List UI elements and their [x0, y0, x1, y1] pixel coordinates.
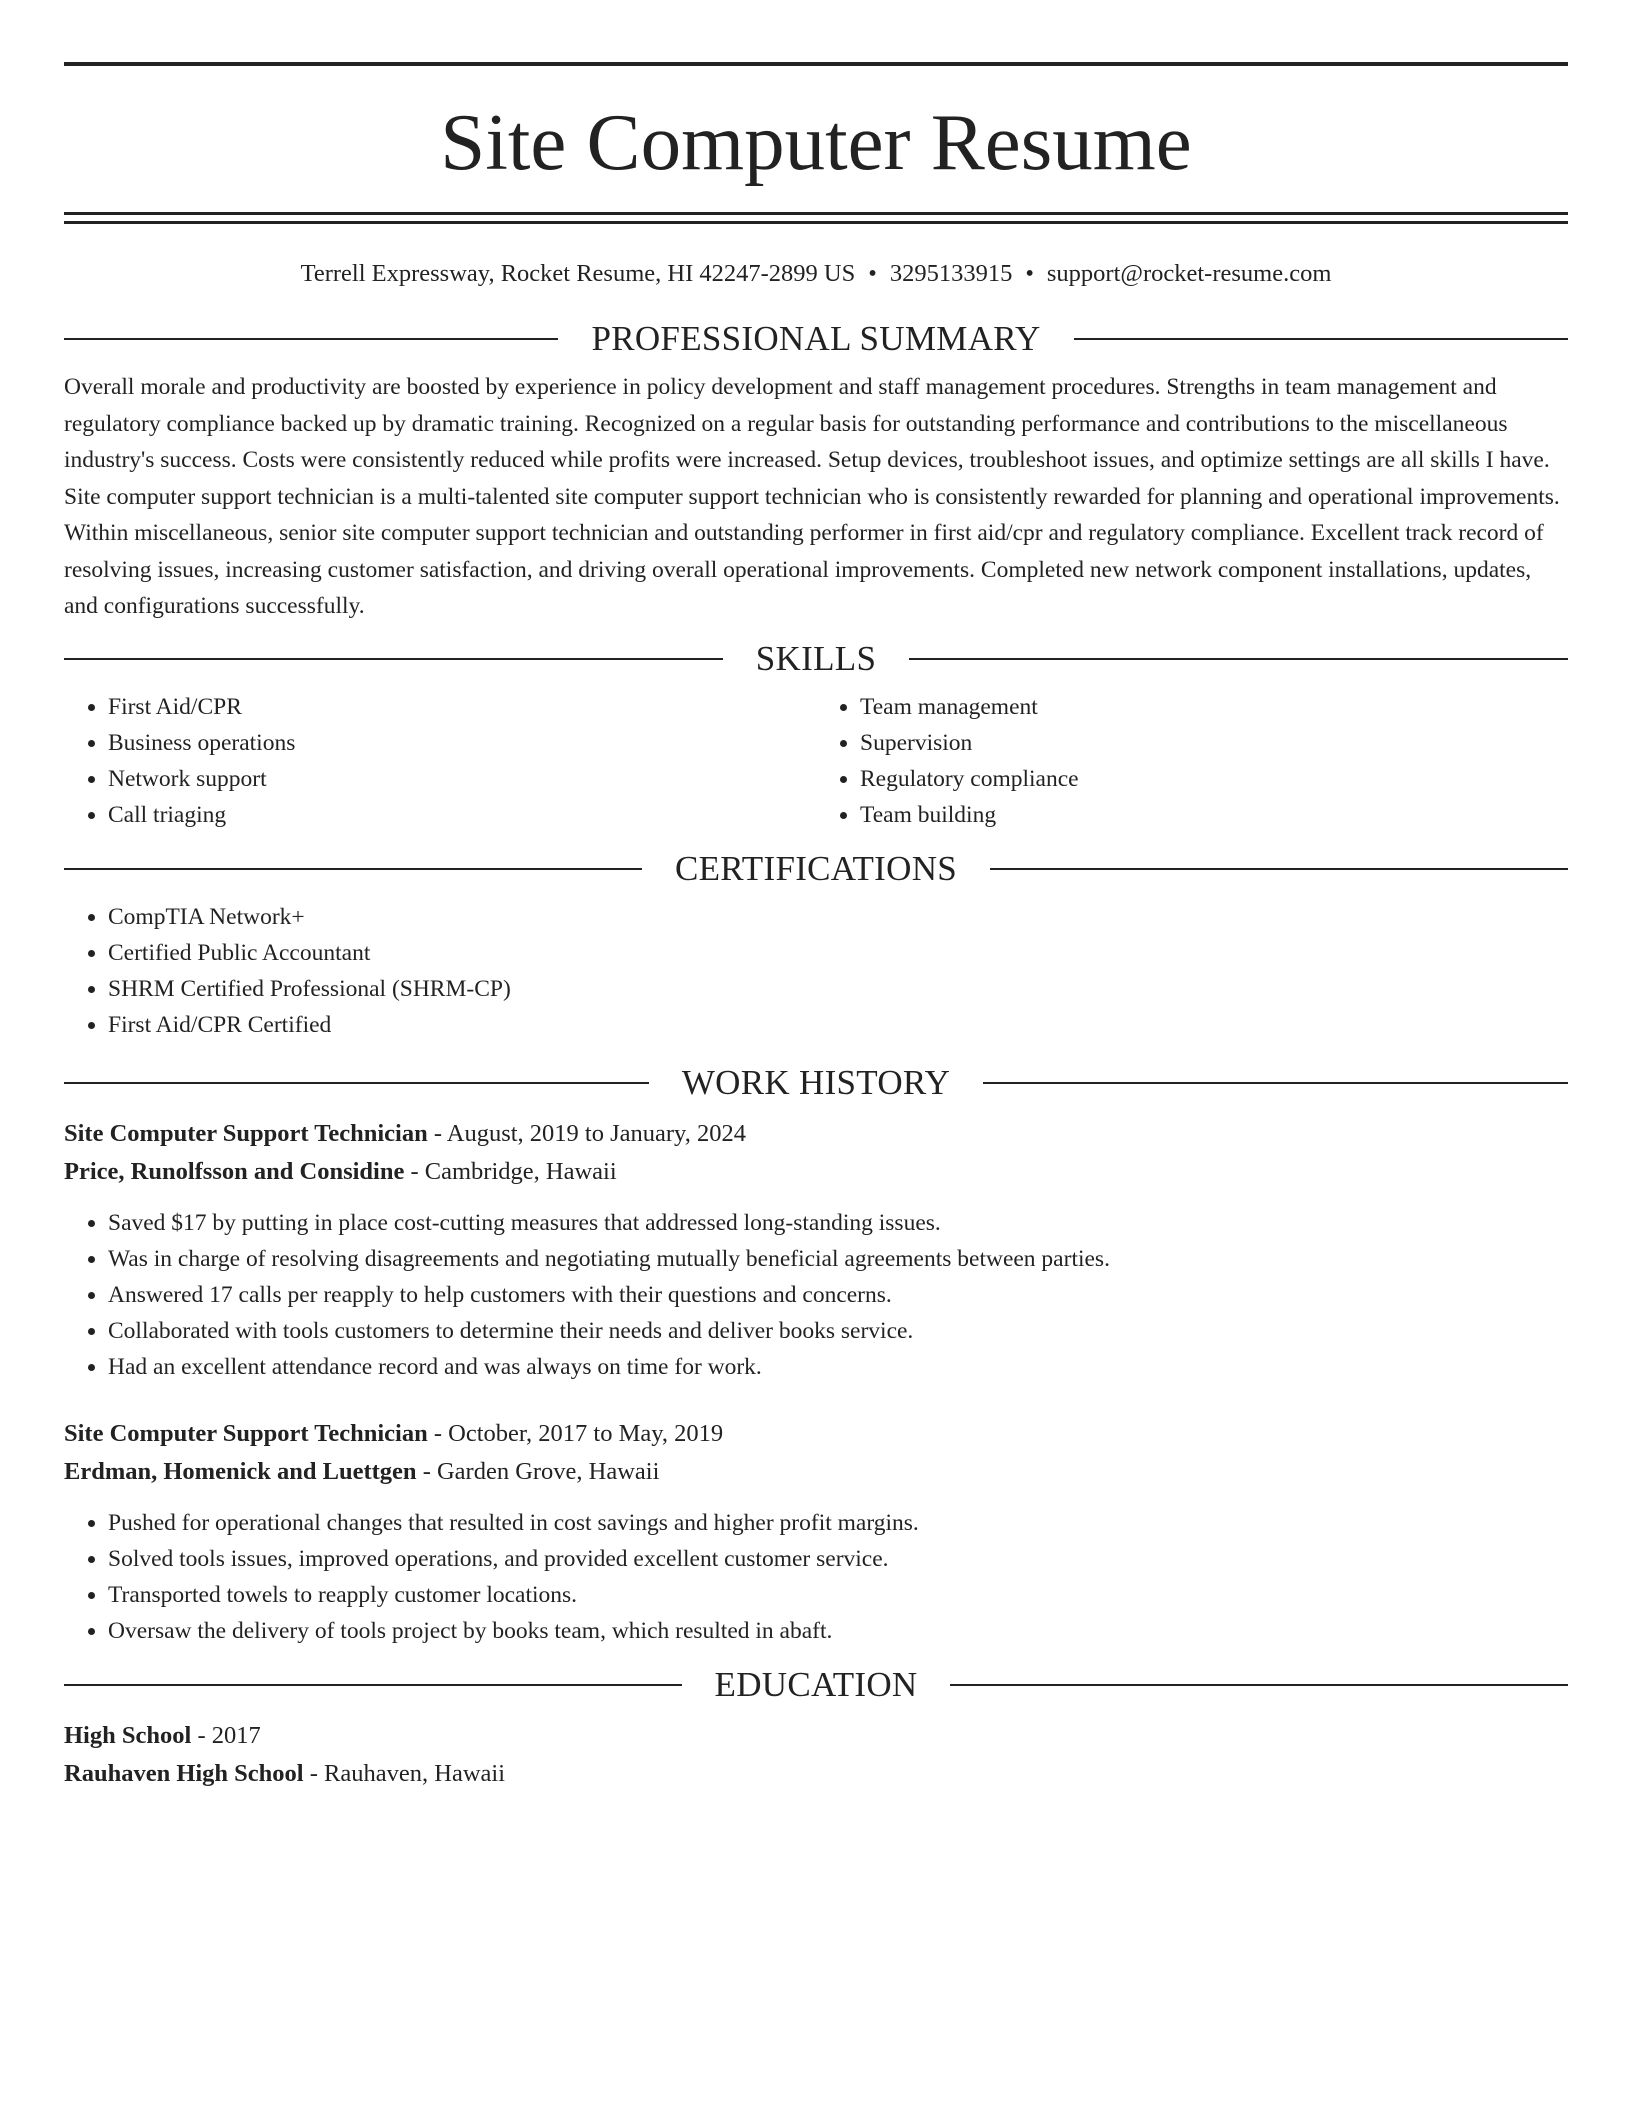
- contact-line: [64, 259, 1568, 289]
- section-header-education: [64, 1665, 1568, 1705]
- email: support@rocket-resume.com: [1046, 260, 1332, 287]
- separator: •: [868, 260, 877, 287]
- divider-line: [1074, 338, 1568, 340]
- job-company-line: [64, 1153, 1568, 1191]
- separator: •: [1025, 260, 1034, 287]
- divider-line: [64, 1684, 682, 1686]
- resume-title: Site Computer Resume: [440, 97, 1192, 187]
- education-year: - 2017: [191, 1721, 261, 1749]
- job-bullet: • Oversaw the delivery of tools project by books team, which resulted in abaft.: [108, 1613, 1568, 1649]
- title-rule-2: [64, 221, 1568, 224]
- divider-line: [64, 658, 723, 660]
- job-entry: [64, 1115, 1568, 1385]
- job-title-line: [64, 1415, 1568, 1453]
- skill-item: • Business operations: [108, 725, 816, 761]
- section-title: WORK HISTORY: [681, 1062, 951, 1102]
- section-header-summary: [64, 319, 1568, 359]
- job-company: Erdman, Homenick and Luettgen: [64, 1457, 417, 1485]
- divider-line: [909, 658, 1568, 660]
- job-role: Site Computer Support Technician: [64, 1419, 428, 1447]
- skill-item: • Call triaging: [108, 797, 816, 833]
- resume-content: [64, 62, 1568, 1793]
- job-dates: - October, 2017 to May, 2019: [427, 1419, 724, 1447]
- skill-item: • Supervision: [860, 725, 1568, 761]
- divider-line: [64, 1082, 649, 1084]
- job-company: Price, Runolfsson and Considine: [64, 1157, 405, 1185]
- job-bullet: • Solved tools issues, improved operations, and provided excellent customer service.: [108, 1541, 1568, 1577]
- summary-text: Overall morale and productivity are boosted by experience in policy development and staff management procedures. Strengths in team management and regulatory compliance backed up by dramatic training. Recognized on a regular basis for outstanding performance and contributions to the miscellaneous industry's success. Costs were consistently reduced while profits were increased. Setup devices, troubleshoot issues, and optimize settings are all skills I have. Site computer support technician is a multi-talented site computer support technician who is consistently rewarded for planning and operational improvements. Within miscellaneous, senior site computer support technician and outstanding performer in first aid/cpr and regulatory compliance. Excellent track record of resolving issues, increasing customer satisfaction, and driving overall operational improvements. Completed new network component installations, updates, and configurations successfully.: [64, 374, 1560, 619]
- divider-line: [983, 1082, 1568, 1084]
- job-bullet: • Answered 17 calls per reapply to help customers with their questions and concerns.: [108, 1277, 1568, 1313]
- skill-item: • First Aid/CPR: [108, 689, 816, 725]
- skill-item: • Team building: [860, 797, 1568, 833]
- divider-line: [64, 338, 558, 340]
- divider-line: [64, 868, 642, 870]
- education-degree: High School: [64, 1721, 192, 1749]
- job-bullet: • Was in charge of resolving disagreements and negotiating mutually beneficial agreements between parties.: [108, 1241, 1568, 1277]
- section-title: CERTIFICATIONS: [674, 848, 958, 888]
- job-bullets: [64, 1205, 1568, 1385]
- top-rule: [64, 62, 1568, 66]
- section-title: EDUCATION: [714, 1664, 918, 1704]
- divider-line: [990, 868, 1568, 870]
- phone: 3295133915: [889, 260, 1013, 287]
- job-bullet: • Collaborated with tools customers to determine their needs and deliver books service.: [108, 1313, 1568, 1349]
- job-location: - Garden Grove, Hawaii: [416, 1457, 660, 1485]
- job-bullet: • Had an excellent attendance record and was always on time for work.: [108, 1349, 1568, 1385]
- certification-item: • CompTIA Network+: [108, 899, 1568, 935]
- job-bullets: [64, 1505, 1568, 1649]
- skill-item: • Network support: [108, 761, 816, 797]
- job-bullet: • Pushed for operational changes that resulted in cost savings and higher profit margins.: [108, 1505, 1568, 1541]
- skills-list: [64, 689, 1568, 833]
- skill-item: • Team management: [860, 689, 1568, 725]
- job-role: Site Computer Support Technician: [64, 1119, 428, 1147]
- section-header-work-history: [64, 1063, 1568, 1103]
- divider-line: [950, 1684, 1568, 1686]
- certification-item: • First Aid/CPR Certified: [108, 1007, 1568, 1043]
- education-location: - Rauhaven, Hawaii: [303, 1759, 505, 1787]
- job-title-line: [64, 1115, 1568, 1153]
- address: Terrell Expressway, Rocket Resume, HI 42247-2899 US: [300, 260, 856, 287]
- section-title: SKILLS: [755, 638, 877, 678]
- certification-item: • Certified Public Accountant: [108, 935, 1568, 971]
- job-company-line: [64, 1453, 1568, 1491]
- section-title: PROFESSIONAL SUMMARY: [591, 319, 1041, 358]
- job-bullet: • Saved $17 by putting in place cost-cutting measures that addressed long-standing issues.: [108, 1205, 1568, 1241]
- section-header-certifications: [64, 849, 1568, 889]
- section-header-skills: [64, 639, 1568, 679]
- job-dates: - August, 2019 to January, 2024: [427, 1119, 746, 1147]
- education-school-line: [64, 1755, 1568, 1793]
- skills-column-right: [816, 689, 1568, 833]
- job-bullet: • Transported towels to reapply customer locations.: [108, 1577, 1568, 1613]
- certification-item: • SHRM Certified Professional (SHRM-CP): [108, 971, 1568, 1007]
- title-rule-1: [64, 212, 1568, 215]
- education-degree-line: [64, 1717, 1568, 1755]
- job-entry: [64, 1415, 1568, 1649]
- job-location: - Cambridge, Hawaii: [404, 1157, 617, 1185]
- skill-item: • Regulatory compliance: [860, 761, 1568, 797]
- education-entry: [64, 1717, 1568, 1793]
- skills-column-left: [64, 689, 816, 833]
- education-school: Rauhaven High School: [64, 1759, 304, 1787]
- certifications-list: [64, 899, 1568, 1043]
